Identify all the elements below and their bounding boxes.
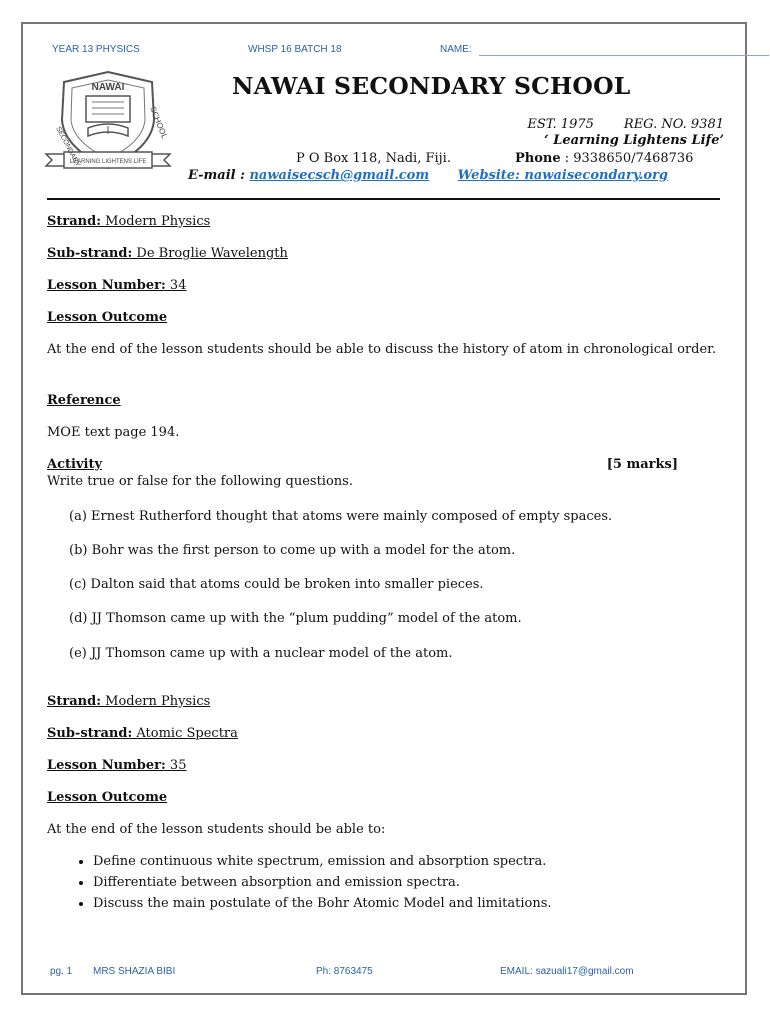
question-a: (a) Ernest Rutherford thought that atoms were mainly composed of empty spaces.	[69, 509, 613, 524]
contact-line	[188, 168, 668, 183]
question-c: (c) Dalton said that atoms could be broken into smaller pieces.	[69, 577, 484, 592]
batch-label: WHSP 16 BATCH 18	[248, 44, 342, 55]
school-crest-logo	[42, 68, 174, 176]
crest-ribbon-text: LEARNING LIGHTENS LIFE	[69, 159, 147, 165]
lesson-number-label: Lesson Number:	[47, 758, 166, 773]
lesson-number-label: Lesson Number:	[47, 278, 166, 293]
activity-marks: [5 marks]	[606, 457, 678, 472]
postal-address: P O Box 118, Nadi, Fiji.	[296, 151, 451, 166]
outcome-bullet-list	[47, 851, 552, 914]
crest-top-text: NAWAI	[91, 82, 125, 93]
teacher-phone: Ph: 8763475	[316, 966, 373, 977]
strand-label: Strand:	[47, 214, 102, 229]
teacher-name: MRS SHAZIA BIBI	[93, 966, 176, 977]
question-e: (e) JJ Thomson came up with a nuclear model of the atom.	[69, 646, 453, 661]
lesson-outcome-text-2: At the end of the lesson students should be able to:	[47, 822, 386, 837]
activity-heading: Activity	[47, 457, 102, 472]
substrand-value: Atomic Spectra	[132, 726, 238, 741]
email-label: E-mail :	[188, 168, 245, 183]
lesson-number-line-2	[47, 756, 186, 775]
lesson-outcome-heading-1: Lesson Outcome	[47, 310, 168, 325]
lesson-number-line-1	[47, 276, 186, 295]
website-link[interactable]: Website: nawaisecondary.org	[457, 168, 669, 183]
lesson-outcome-text-1: At the end of the lesson students should be able to discuss the history of atom in chronological order.	[47, 342, 717, 357]
header-divider	[47, 198, 720, 200]
list-item: • Discuss the main postulate of the Bohr Atomic Model and limitations.	[93, 893, 552, 914]
phone-line	[515, 151, 693, 166]
substrand-label: Sub-strand:	[47, 246, 133, 261]
crest-left-text: SECONDARY	[54, 125, 82, 168]
phone-number: : 9338650/7468736	[560, 151, 694, 166]
strand-value: Modern Physics	[101, 214, 211, 229]
substrand-label: Sub-strand:	[47, 726, 133, 741]
name-label: NAME:	[440, 44, 472, 55]
question-d: (d) JJ Thomson came up with the “plum pudding” model of the atom.	[69, 611, 522, 626]
established-year: EST. 1975	[527, 117, 594, 132]
substrand-value: De Broglie Wavelength	[132, 246, 288, 261]
lesson-number-value: 35	[165, 758, 187, 773]
phone-label: Phone	[515, 151, 561, 166]
school-motto: ‘ Learning Lightens Life’	[544, 133, 724, 148]
lesson-outcome-heading-2: Lesson Outcome	[47, 790, 168, 805]
strand-label: Strand:	[47, 694, 102, 709]
name-blank-line	[479, 55, 769, 56]
question-b: (b) Bohr was the first person to come up with a model for the atom.	[69, 543, 516, 558]
teacher-email: EMAIL: sazuali17@gmail.com	[500, 966, 634, 977]
registration-number: REG. NO. 9381	[623, 117, 724, 132]
strand-line-1	[47, 212, 210, 231]
reference-text: MOE text page 194.	[47, 425, 180, 440]
page-number: pg. 1	[50, 966, 73, 977]
lesson-number-value: 34	[165, 278, 187, 293]
substrand-line-1	[47, 244, 288, 263]
substrand-line-2	[47, 724, 238, 743]
est-reg-line	[527, 117, 724, 132]
crest-right-text: SCHOOL	[148, 105, 170, 141]
course-label: YEAR 13 PHYSICS	[52, 44, 140, 55]
email-link[interactable]: nawaisecsch@gmail.com	[249, 168, 430, 183]
activity-instruction: Write true or false for the following questions.	[47, 474, 353, 489]
list-item: • Differentiate between absorption and emission spectra.	[93, 872, 552, 893]
strand-line-2	[47, 692, 210, 711]
strand-value: Modern Physics	[101, 694, 211, 709]
reference-heading: Reference	[47, 393, 121, 408]
list-item: • Define continuous white spectrum, emission and absorption spectra.	[93, 851, 552, 872]
school-name: NAWAI SECONDARY SCHOOL	[232, 72, 631, 100]
